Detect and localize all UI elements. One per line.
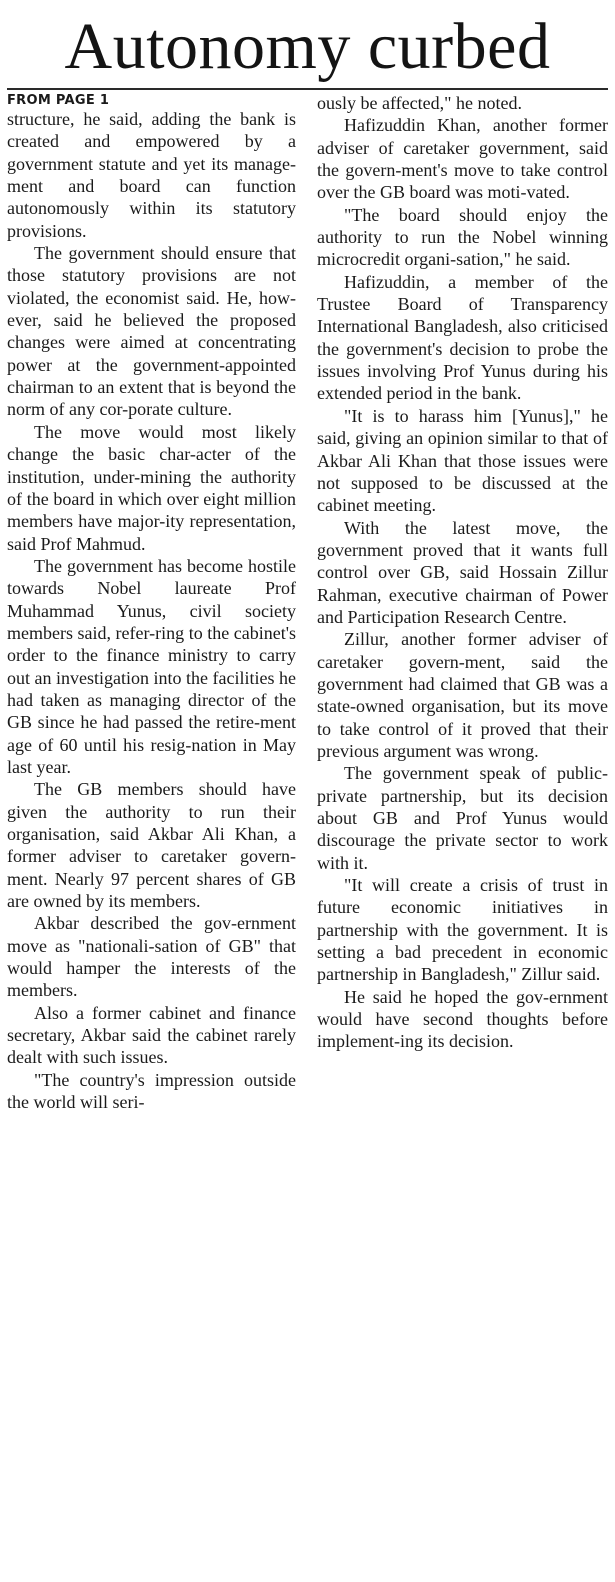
left-column bbox=[7, 92, 300, 1113]
jump-label: FROM PAGE 1 bbox=[7, 93, 110, 108]
paragraph: Akbar described the gov-ernment move as "nationali-sation of GB" that would hamper the interests of the members. bbox=[7, 913, 296, 1001]
paragraph: The government speak of public-private partnership, but its decision about GB and Prof Yunus would discourage the private sector to work with it. bbox=[317, 763, 608, 873]
paragraph: Hafizuddin, a member of the Trustee Board of Transparency International Bangladesh, also criticised the government's decision to probe the issues involving Prof Yunus during his extended period in the bank. bbox=[317, 271, 608, 404]
paragraph: He said he hoped the gov-ernment would have second thoughts before implement-ing its decision. bbox=[317, 986, 608, 1052]
paragraph: Zillur, another former adviser of caretaker govern-ment, said the government had claimed that GB was a state-owned organisation, but its move to take control of it proved that their previous argument was wrong. bbox=[317, 629, 608, 761]
paragraph: ously be affected," he noted. bbox=[317, 93, 522, 113]
headline: Autonomy curbed bbox=[64, 10, 551, 83]
paragraph: "The board should enjoy the authority to run the Nobel winning microcredit organi-sation," he said. bbox=[317, 204, 608, 270]
paragraph: "It is to harass him [Yunus]," he said, giving an opinion similar to that of Akbar Ali Khan that those issues were not supposed to be discussed at the cabinet meeting. bbox=[317, 405, 608, 516]
article-body bbox=[7, 92, 608, 1113]
headline-rule bbox=[7, 88, 608, 90]
paragraph: The government has become hostile towards Nobel laureate Prof Muhammad Yunus, civil society members said, refer-ring to the cabinet's order to the finance ministry to carry out an investigation into the facilities he had taken as managing director of the GB since he had passed the retire-ment age of 60 until his resig-nation in May last year. bbox=[7, 555, 296, 777]
paragraph: The government should ensure that those statutory provisions are not violated, the economist said. He, how-ever, said he believed the proposed changes were aimed at concentrating power at the government-appointed chairman to an extent that is beyond the norm of any cor-porate culture. bbox=[7, 243, 296, 420]
paragraph: With the latest move, the government proved that it wants full control over GB, said Hossain Zillur Rahman, executive chairman of Power and Participation Research Centre. bbox=[317, 517, 608, 627]
paragraph: Hafizuddin Khan, another former adviser of caretaker government, said the govern-ment's move to take control over the GB board was moti-vated. bbox=[317, 115, 608, 203]
paragraph: structure, he said, adding the bank is created and empowered by a government statute and yet its manage-ment and board can function autonomously within its statutory provisions. bbox=[7, 109, 296, 241]
paragraph: The move would most likely change the basic char-acter of the institution, under-mining the authority of the board in which over eight million members have major-ity representation, said Prof Mahmud. bbox=[7, 421, 296, 554]
paragraph: The GB members should have given the authority to run their organisation, said Akbar Ali Khan, a former adviser to caretaker govern-ment. Nearly 97 percent shares of GB are owned by its members. bbox=[7, 779, 296, 912]
right-column bbox=[315, 92, 608, 1113]
paragraph: Also a former cabinet and finance secretary, Akbar said the cabinet rarely dealt with such issues. bbox=[7, 1002, 296, 1068]
paragraph: "The country's impression outside the world will seri- bbox=[7, 1069, 296, 1113]
paragraph: "It will create a crisis of trust in future economic initiatives in partnership with the government. It is setting a bad precedent in economic partnership in Bangladesh," Zillur said. bbox=[317, 875, 608, 985]
